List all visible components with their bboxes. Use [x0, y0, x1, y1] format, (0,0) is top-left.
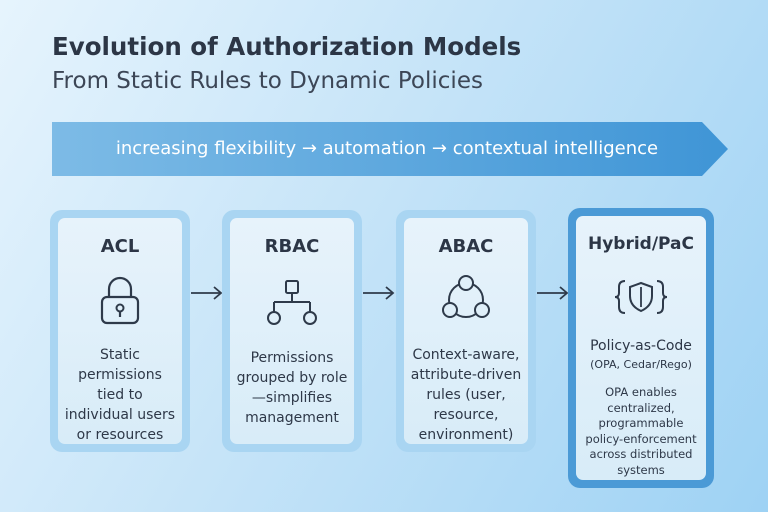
page-subtitle: From Static Rules to Dynamic Policies	[52, 68, 483, 94]
model-card-hybrid-pac	[568, 208, 714, 488]
model-title: Hybrid/PaC	[587, 234, 695, 254]
description-line: individual users	[64, 407, 176, 423]
description-line: Context-aware,	[412, 347, 520, 363]
banner-text: increasing flexibility → automation → contextual intelligence	[115, 137, 659, 159]
description-line: grouped by role	[236, 370, 348, 386]
padlock-icon	[98, 275, 142, 325]
policy-tools-label: (OPA, Cedar/Rego)	[590, 358, 692, 371]
description-line: environment)	[418, 427, 514, 443]
description-line: OPA enables	[605, 385, 677, 399]
model-description	[585, 385, 696, 478]
description-line: across distributed	[589, 447, 693, 461]
model-title: ACL	[100, 236, 140, 257]
model-card-acl	[50, 210, 190, 452]
page-title: Evolution of Authorization Models	[52, 32, 522, 61]
model-title: ABAC	[438, 236, 494, 257]
description-line: rules (user,	[426, 387, 506, 403]
description-line: management	[245, 410, 339, 426]
code-shield-icon	[611, 272, 671, 322]
model-card-rbac	[222, 210, 362, 452]
progression-banner	[52, 122, 728, 176]
description-line: or resources	[76, 427, 164, 443]
model-description	[237, 348, 348, 428]
flow-arrow-icon	[362, 282, 396, 304]
hierarchy-icon	[266, 278, 318, 328]
description-line: centralized,	[607, 400, 675, 415]
description-line: permissions	[78, 367, 162, 383]
description-line: attribute-driven	[410, 367, 522, 383]
policy-as-code-label: Policy-as-Code	[590, 338, 692, 354]
model-title: RBAC	[264, 236, 320, 257]
description-line: Permissions	[250, 350, 334, 366]
description-line: Static	[99, 347, 140, 363]
model-description	[411, 345, 521, 445]
description-line: policy-enforcement	[585, 431, 697, 446]
description-line: systems	[617, 462, 665, 477]
attribute-cycle-icon	[439, 275, 493, 325]
description-line: programmable	[598, 416, 684, 430]
model-description	[65, 345, 175, 445]
description-line: tied to	[97, 387, 143, 403]
model-card-abac	[396, 210, 536, 452]
description-line: resource,	[433, 407, 499, 423]
flow-arrow-icon	[536, 282, 570, 304]
description-line: —simplifies	[251, 390, 333, 406]
flow-arrow-icon	[190, 282, 224, 304]
